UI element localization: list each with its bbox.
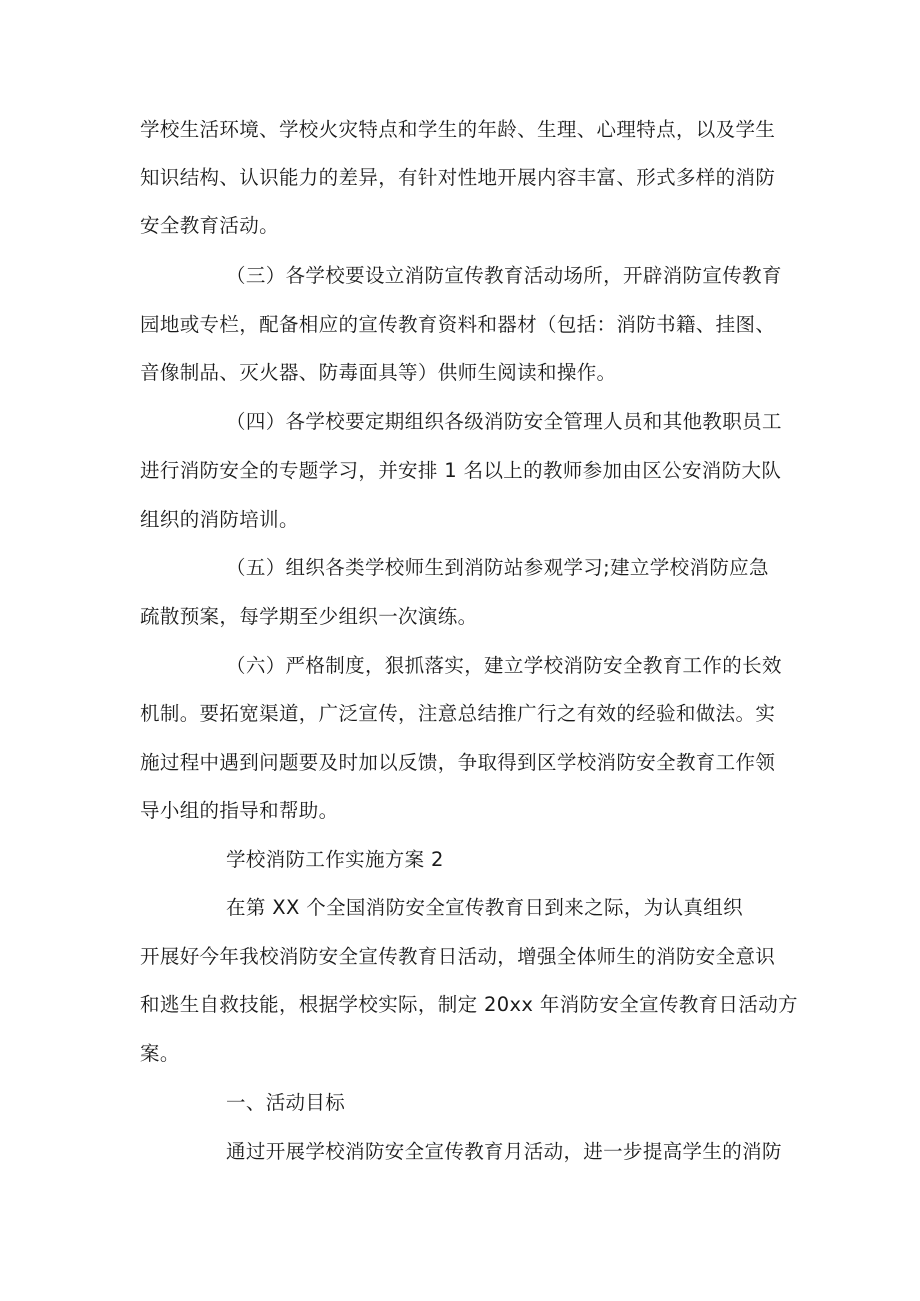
section-5-line-1: （五）组织各类学校师生到消防站参观学习;建立学校消防应急	[226, 556, 769, 579]
section-3-line-2: 园地或专栏，配备相应的宣传教育资料和器材（包括：消防书籍、挂图、	[140, 313, 776, 336]
paragraph-line-3: 安全教育活动。	[140, 214, 279, 237]
section-6-line-3: 施过程中遇到问题要及时加以反馈，争取得到区学校消防安全教育工作领	[140, 751, 776, 774]
section-5-line-2: 疏散预案，每学期至少组织一次演练。	[140, 605, 478, 628]
plan-2-intro-line-2: 开展好今年我校消防安全宣传教育日活动，增强全体师生的消防安全意识	[140, 945, 776, 968]
section-4-line-1: （四）各学校要定期组织各级消防安全管理人员和其他教职员工	[226, 410, 782, 433]
paragraph-line-1: 学校生活环境、学校火灾特点和学生的年龄、生理、心理特点，以及学生	[140, 118, 776, 141]
plan-2-title: 学校消防工作实施方案 2	[226, 848, 444, 871]
section-3-line-1: （三）各学校要设立消防宣传教育活动场所，开辟消防宣传教育	[226, 264, 782, 287]
section-3-line-3: 音像制品、灭火器、防毒面具等）供师生阅读和操作。	[140, 361, 617, 384]
paragraph-line-2: 知识结构、认识能力的差异，有针对性地开展内容丰富、形式多样的消防	[140, 166, 776, 189]
goal-line-1: 通过开展学校消防安全宣传教育月活动，进一步提高学生的消防	[226, 1140, 782, 1163]
section-6-line-4: 导小组的指导和帮助。	[140, 799, 339, 822]
section-6-line-1: （六）严格制度，狠抓落实，建立学校消防安全教育工作的长效	[226, 654, 782, 677]
section-6-line-2: 机制。要拓宽渠道，广泛宣传，注意总结推广行之有效的经验和做法。实	[140, 702, 776, 725]
section-4-line-2: 进行消防安全的专题学习，并安排 1 名以上的教师参加由区公安消防大队	[140, 459, 782, 482]
plan-2-intro-line-3: 和逃生自救技能，根据学校实际，制定 20xx 年消防安全宣传教育日活动方	[140, 993, 798, 1016]
section-4-line-3: 组织的消防培训。	[140, 508, 299, 531]
section-heading-goal: 一、活动目标	[226, 1091, 346, 1114]
plan-2-intro-line-1: 在第 XX 个全国消防安全宣传教育日到来之际，为认真组织	[226, 896, 743, 919]
plan-2-intro-line-4: 案。	[140, 1042, 180, 1065]
